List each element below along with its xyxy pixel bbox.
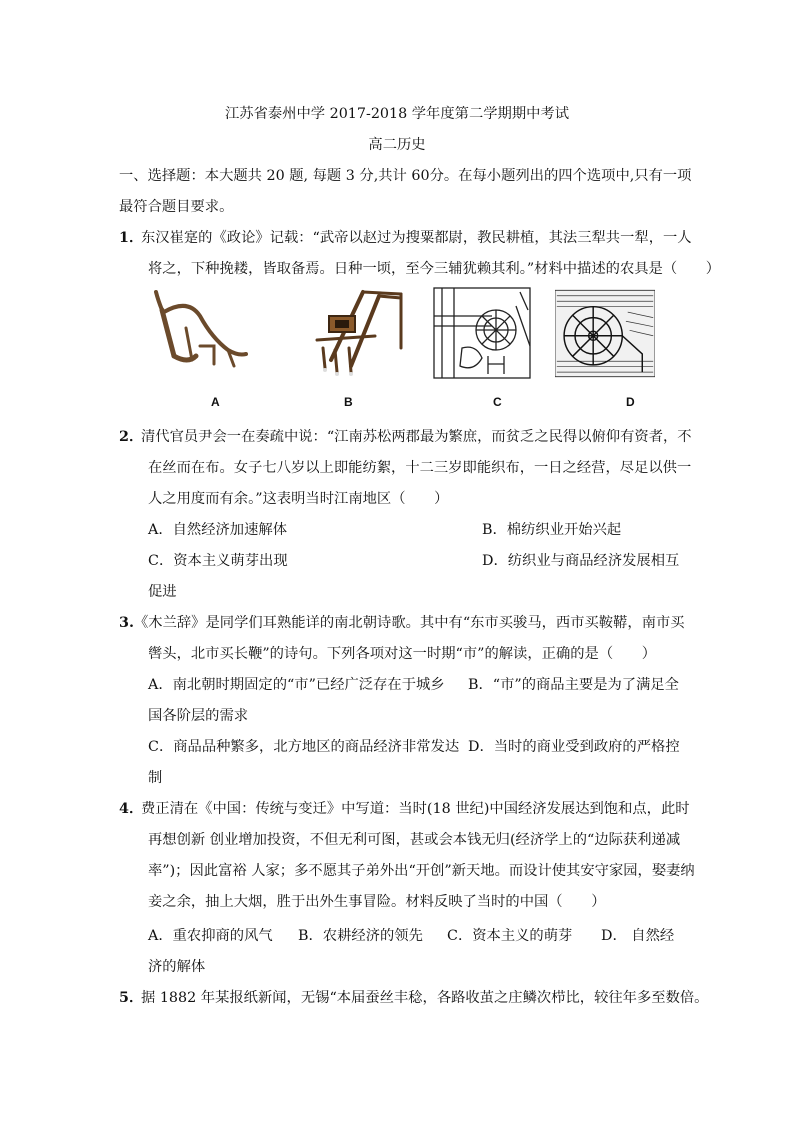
section-instruction-line2: 最符合题目要求。 (119, 199, 234, 215)
figure-label-d: D (626, 395, 635, 409)
water-wheel-engraving-icon (555, 286, 655, 381)
option-d: D．纺织业与商品经济发展相互 (482, 553, 680, 569)
question-text-line2: 在丝而在布。女子七八岁以上即能纺絮，十二三岁即能织布，一日之经营，尽足以供一 (148, 460, 692, 476)
question-text-line3: 率”)；因此富裕 人家；多不愿其子弟外出“开创”新天地。而设计使其安守家园，娶妻纳 (148, 863, 695, 879)
option-a: A．自然经济加速解体 (148, 522, 287, 538)
option-c: C．资本主义的萌芽 (447, 928, 573, 944)
question-text-line1: 东汉崔寔的《政论》记载：“武帝以赵过为搜粟都尉，教民耕植，其法三犁共一犁，一人 (141, 230, 692, 246)
figure-label-a: A (211, 395, 220, 409)
question-text-line3: 人之用度而有余。”这表明当时江南地区（ ） (148, 491, 449, 507)
question-text-line2: 再想创新 创业增加投资，不但无利可图，甚或会本钱无归(经济学上的“边际获利递减 (148, 832, 681, 848)
exam-title: 江苏省泰州中学 2017-2018 学年度第二学期期中考试 (224, 106, 570, 122)
question-number: 1． (119, 230, 144, 246)
option-d: D．当时的商业受到政府的严格控 (468, 739, 680, 755)
option-c: C．商品品种繁多，北方地区的商品经济非常发达 (148, 739, 460, 755)
question-text-line1: 据 1882 年某报纸新闻，无锡“本届蚕丝丰稔，各路收茧之庄鳞次栉比，较往年多至数倍。 (141, 990, 709, 1006)
question-number: 3. (119, 615, 134, 631)
option-c: C．资本主义萌芽出现 (148, 553, 288, 569)
question-number: 4． (119, 801, 144, 817)
subject-title: 高二历史 (368, 137, 426, 153)
option-b: B．“市”的商品主要是为了满足全 (468, 677, 679, 693)
question-number: 5． (119, 990, 144, 1006)
figure-label-c: C (493, 395, 502, 409)
option-d-continued: 济的解体 (148, 959, 206, 975)
question-text-line1: 费正清在《中国：传统与变迁》中写道：当时(18 世纪)中国经济发展达到饱和点，此时 (141, 801, 690, 817)
curved-plow-icon (148, 286, 248, 381)
option-a: A．南北朝时期固定的“市”已经广泛存在于城乡 (148, 677, 445, 693)
question-text-line2: 将之，下种挽耧，皆取备焉。日种一顷，至今三辅犹赖其利。”材料中描述的农具是（ ） (148, 261, 721, 277)
option-a: A．重农抑商的风气 (148, 928, 273, 944)
question-text-line4: 妾之余，抽上大烟，胜于出外生事冒险。材料反映了当时的中国（ ） (148, 894, 606, 910)
option-d: D． 自然经 (601, 928, 675, 944)
option-d-continued: 促进 (148, 584, 177, 600)
option-b: B．棉纺织业开始兴起 (482, 522, 622, 538)
option-b: B．农耕经济的领先 (298, 928, 423, 944)
figure-label-b: B (344, 395, 353, 409)
option-d-continued: 制 (148, 770, 163, 786)
question-number: 2． (119, 429, 144, 445)
question-text-line1: 《木兰辞》是同学们耳熟能详的南北朝诗歌。其中有“东市买骏马，西市买鞍鞯，南市买 (134, 615, 685, 631)
question-text-line2: 辔头，北市买长鞭”的诗句。下列各项对这一时期“市”的解读，正确的是（ ） (148, 646, 657, 662)
question-text-line1: 清代官员尹会一在奏疏中说：“江南苏松两郡最为繁庶，而贫乏之民得以俯仰有资者，不 (141, 429, 692, 445)
water-wheel-sketch-icon (432, 286, 532, 381)
option-b-continued: 国各阶层的需求 (148, 708, 249, 724)
seed-drill-icon (305, 286, 405, 381)
section-instruction-line1: 一、选择题：本大题共 20 题, 每题 3 分,共计 60分。在每小题列出的四个选项中,只有一项 (119, 168, 692, 184)
